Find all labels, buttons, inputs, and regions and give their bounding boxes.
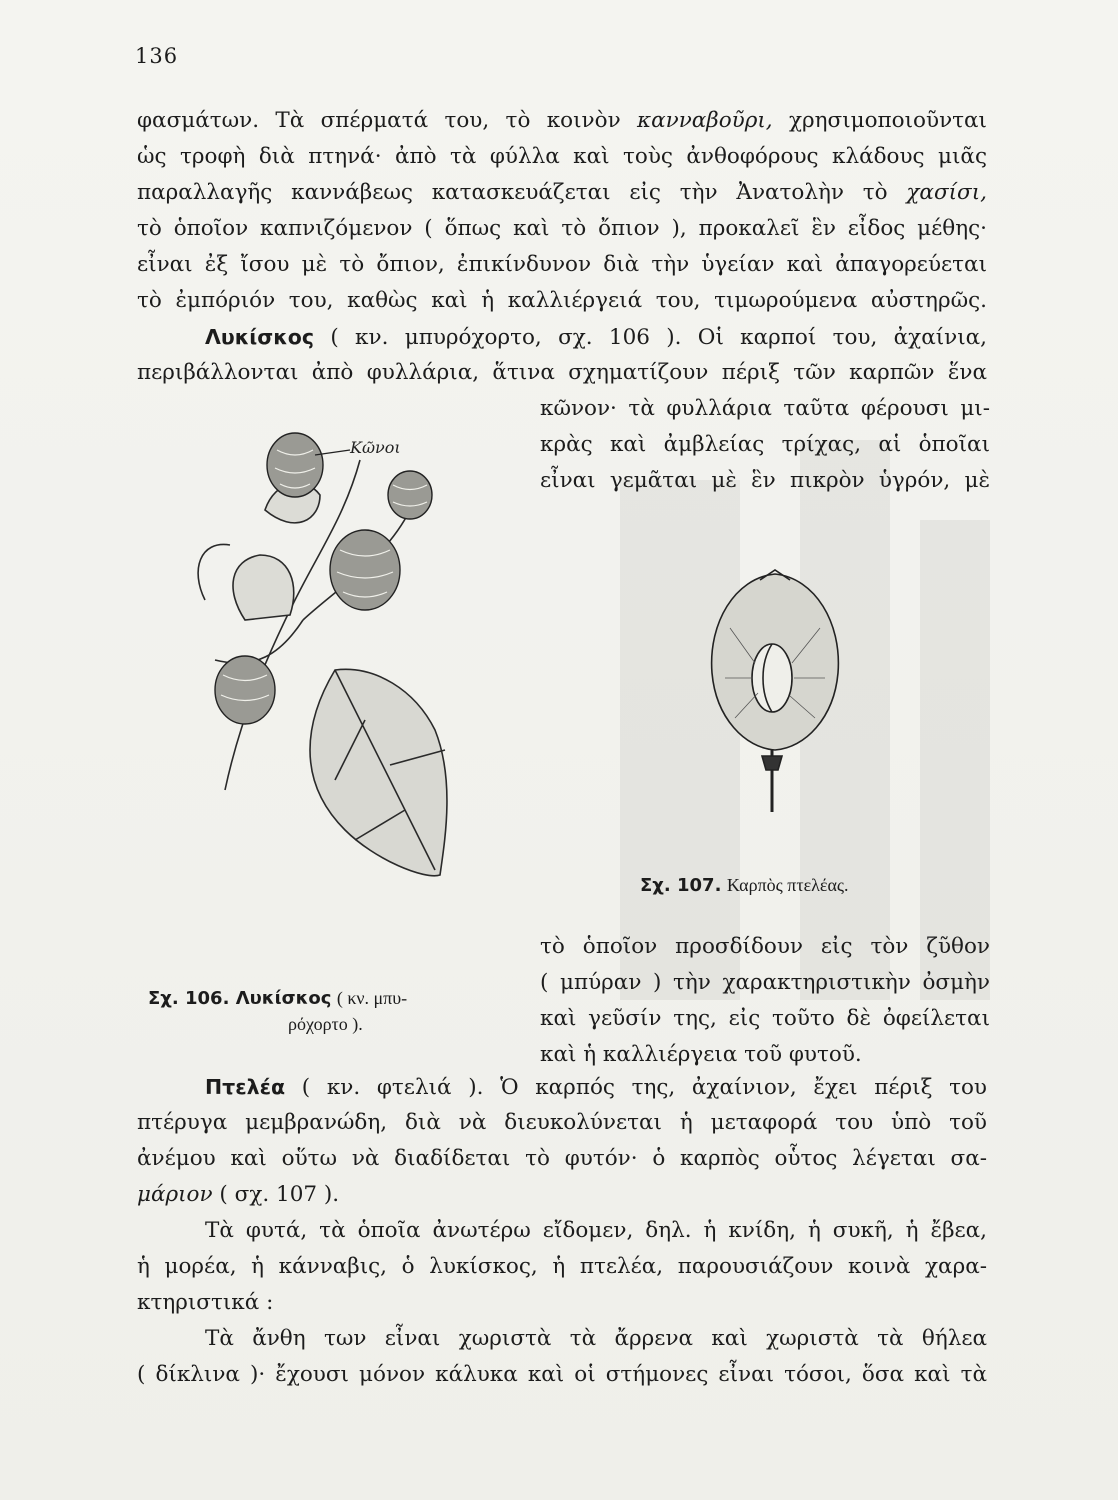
text-line-13: ( μπύραν ) τὴν χαρακτηριστικὴν ὀσμὴν xyxy=(540,970,990,995)
caption-figure-107: Σχ. 107. Καρπὸς πτελέας. xyxy=(640,875,849,896)
text-line-19: μάριον ( σχ. 107 ). xyxy=(137,1182,340,1207)
text-line-4: τὸ ὁποῖον καπνιζόμενον ( ὅπως καὶ τὸ ὄπιον ), προκαλεῖ ἓν εἶδος μέθης· xyxy=(137,216,987,241)
text-line-20: Τὰ φυτά, τὰ ὁποῖα ἀνωτέρω εἴδομεν, δηλ. ἡ κνίδη, ἡ συκῆ, ἡ ἔβεα, xyxy=(205,1218,987,1243)
caption-figure-106-cont: ρόχορτο ). xyxy=(288,1014,363,1034)
text-line-7: Λυκίσκος ( κν. μπυρόχορτο, σχ. 106 ). Οἱ καρποί του, ἀχαίνια, xyxy=(205,325,988,350)
figure-107-elm-fruit-illustration xyxy=(700,568,850,818)
text-line-3: παραλλαγῆς καννάβεως κατασκευάζεται εἰς τὴν Ἀνατολὴν τὸ χασίσι, xyxy=(137,180,987,205)
fig106-cones-label: Κῶνοι xyxy=(350,438,401,457)
text-line-17: πτέρυγα μεμβρανώδη, διὰ νὰ διευκολύνεται ἡ μεταφορά του ὑπὸ τοῦ xyxy=(137,1110,987,1135)
text-line-11: εἶναι γεμᾶται μὲ ἓν πικρὸν ὑγρόν, μὲ xyxy=(540,468,990,493)
text-line-5: εἶναι ἐξ ἴσου μὲ τὸ ὄπιον, ἐπικίνδυνον διὰ τὴν ὑγείαν καὶ ἀπαγορεύεται xyxy=(137,252,987,277)
text-line-18: ἀνέμου καὶ οὕτω νὰ διαδίδεται τὸ φυτόν· ὁ καρπὸς οὗτος λέγεται σα- xyxy=(137,1146,987,1171)
text-line-1: φασμάτων. Τὰ σπέρματά του, τὸ κοινὸν κανναβοῦρι, χρησιμοποιοῦνται xyxy=(137,108,987,133)
text-line-21: ἡ μορέα, ἡ κάνναβις, ὁ λυκίσκος, ἡ πτελέα, παρουσιάζουν κοινὰ χαρα- xyxy=(137,1254,987,1279)
page-number: 136 xyxy=(135,44,179,68)
text-line-8: περιβάλλονται ἀπὸ φυλλάρια, ἅτινα σχηματίζουν πέριξ τῶν καρπῶν ἕνα xyxy=(137,360,987,385)
figure-106-hop-illustration xyxy=(185,420,475,890)
text-line-10: κρὰς καὶ ἀμβλείας τρίχας, αἱ ὁποῖαι xyxy=(540,432,990,457)
text-line-14: καὶ γεῦσίν της, εἰς τοῦτο δὲ ὀφείλεται xyxy=(540,1006,990,1031)
text-line-2: ὡς τροφὴ διὰ πτηνά· ἀπὸ τὰ φύλλα καὶ τοὺς ἀνθοφόρους κλάδους μιᾶς xyxy=(137,144,987,169)
text-line-9: κῶνον· τὰ φυλλάρια ταῦτα φέρουσι μι- xyxy=(540,396,990,421)
caption-figure-106: Σχ. 106. Λυκίσκος ( κν. μπυ- xyxy=(148,988,408,1009)
text-line-12: τὸ ὁποῖον προσδίδουν εἰς τὸν ζῦθον xyxy=(540,934,990,959)
text-line-15: καὶ ἡ καλλιέργεια τοῦ φυτοῦ. xyxy=(540,1042,862,1067)
text-line-24: ( δίκλινα )· ἔχουσι μόνον κάλυκα καὶ οἱ στήμονες εἶναι τόσοι, ὅσα καὶ τὰ xyxy=(137,1362,987,1387)
text-line-23: Τὰ ἄνθη των εἶναι χωριστὰ τὰ ἄρρενα καὶ χωριστὰ τὰ θήλεα xyxy=(205,1326,987,1351)
text-line-22: κτηριστικά : xyxy=(137,1290,274,1315)
text-line-6: τὸ ἐμπόριόν του, καθὼς καὶ ἡ καλλιέργειά του, τιμωρούμενα αὐστηρῶς. xyxy=(137,288,987,313)
text-line-16: Πτελέα ( κν. φτελιά ). Ὁ καρπός της, ἀχαίνιον, ἔχει πέριξ του xyxy=(205,1075,987,1100)
